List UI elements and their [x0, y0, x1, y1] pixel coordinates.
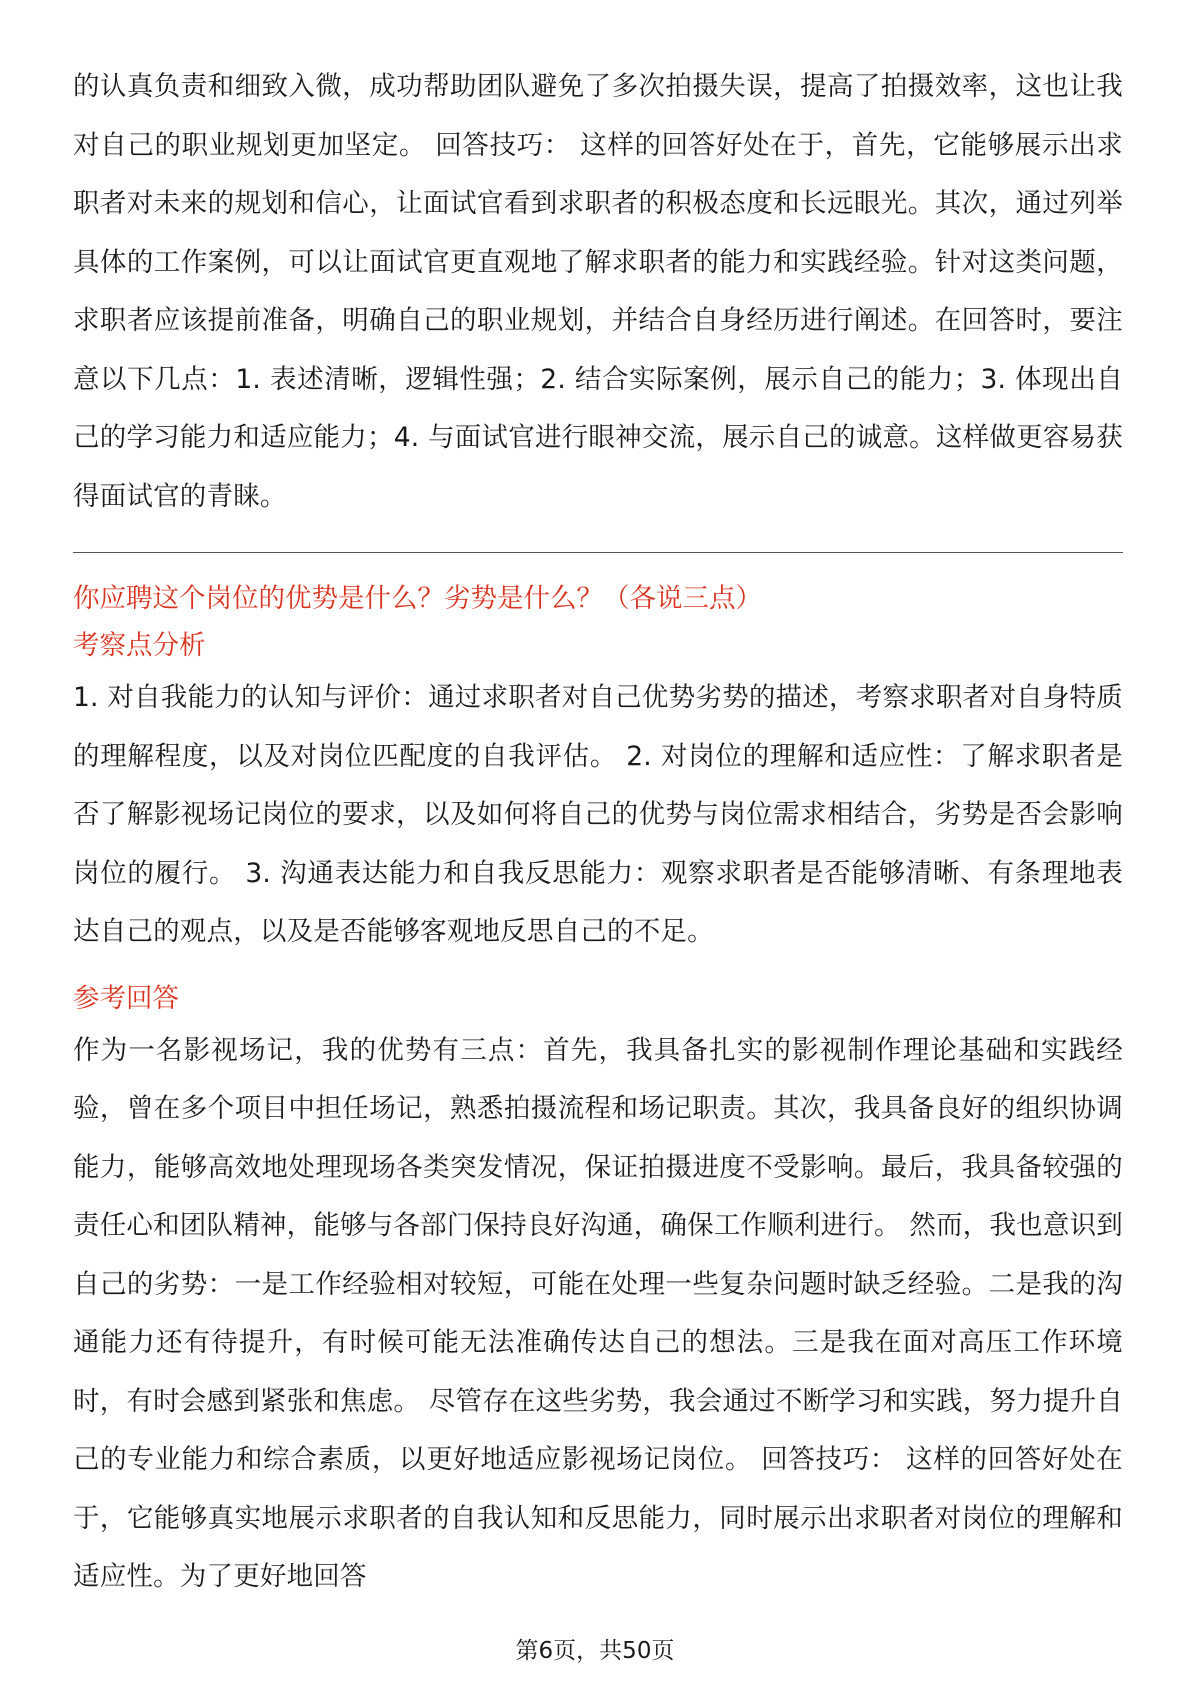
- question-title: 你应聘这个岗位的优势是什么？劣势是什么？（各说三点）: [73, 583, 762, 614]
- document-page: [73, 58, 1123, 1607]
- analysis-heading: 考察点分析: [73, 630, 206, 661]
- answer-paragraph: 作为一名影视场记，我的优势有三点：首先，我具备扎实的影视制作理论基础和实践经验，曾在多个项目中担任场记，熟悉拍摄流程和场记职责。其次，我具备良好的组织协调能力，能够高效地处理现场各类突发情况，保证拍摄进度不受影响。最后，我具备较强的责任心和团队精神，能够与各部门保持良好沟通，确保工作顺利进行。 然而，我也意识到自己的劣势：一是工作经验相对较短，可能在处理一些复杂问题时缺乏经验。二是我的沟通能力还有待提升，有时候可能无法准确传达自己的想法。三是我在面对高压工作环境时，有时会感到紧张和焦虑。 尽管存在这些劣势，我会通过不断学习和实践，努力提升自己的专业能力和综合素质，以更好地适应影视场记岗位。 回答技巧： 这样的回答好处在于，它能够真实地展示求职者的自我认知和反思能力，同时展示出求职者对岗位的理解和适应性。为了更好地回答: [73, 1034, 1123, 1592]
- intro-paragraph: 的认真负责和细致入微，成功帮助团队避免了多次拍摄失误，提高了拍摄效率，这也让我对自己的职业规划更加坚定。 回答技巧： 这样的回答好处在于，首先，它能够展示出求职者对未来的规划和信心，让面试官看到求职者的积极态度和长远眼光。其次，通过列举具体的工作案例，可以让面试官更直观地了解求职者的能力和实践经验。针对这类问题，求职者应该提前准备，明确自己的职业规划，并结合自身经历进行阐述。在回答时，要注意以下几点：1. 表述清晰，逻辑性强；2. 结合实际案例，展示自己的能力；3. 体现出自己的学习能力和适应能力；4. 与面试官进行眼神交流，展示自己的诚意。这样做更容易获得面试官的青睐。: [73, 71, 1123, 512]
- page-number-footer: 第6页，共50页: [515, 1638, 675, 1664]
- answer-heading: 参考回答: [73, 982, 179, 1014]
- analysis-paragraph: 1. 对自我能力的认知与评价：通过求职者对自己优势劣势的描述，考察求职者对自身特质的理解程度，以及对岗位匹配度的自我评估。 2. 对岗位的理解和适应性：了解求职者是否了解影视场记岗位的要求，以及如何将自己的优势与岗位需求相结合，劣势是否会影响岗位的履行。 3. 沟通表达能力和自我反思能力：观察求职者是否能够清晰、有条理地表达自己的观点，以及是否能够客观地反思自己的不足。: [73, 682, 1123, 947]
- section-divider: [73, 552, 1123, 553]
